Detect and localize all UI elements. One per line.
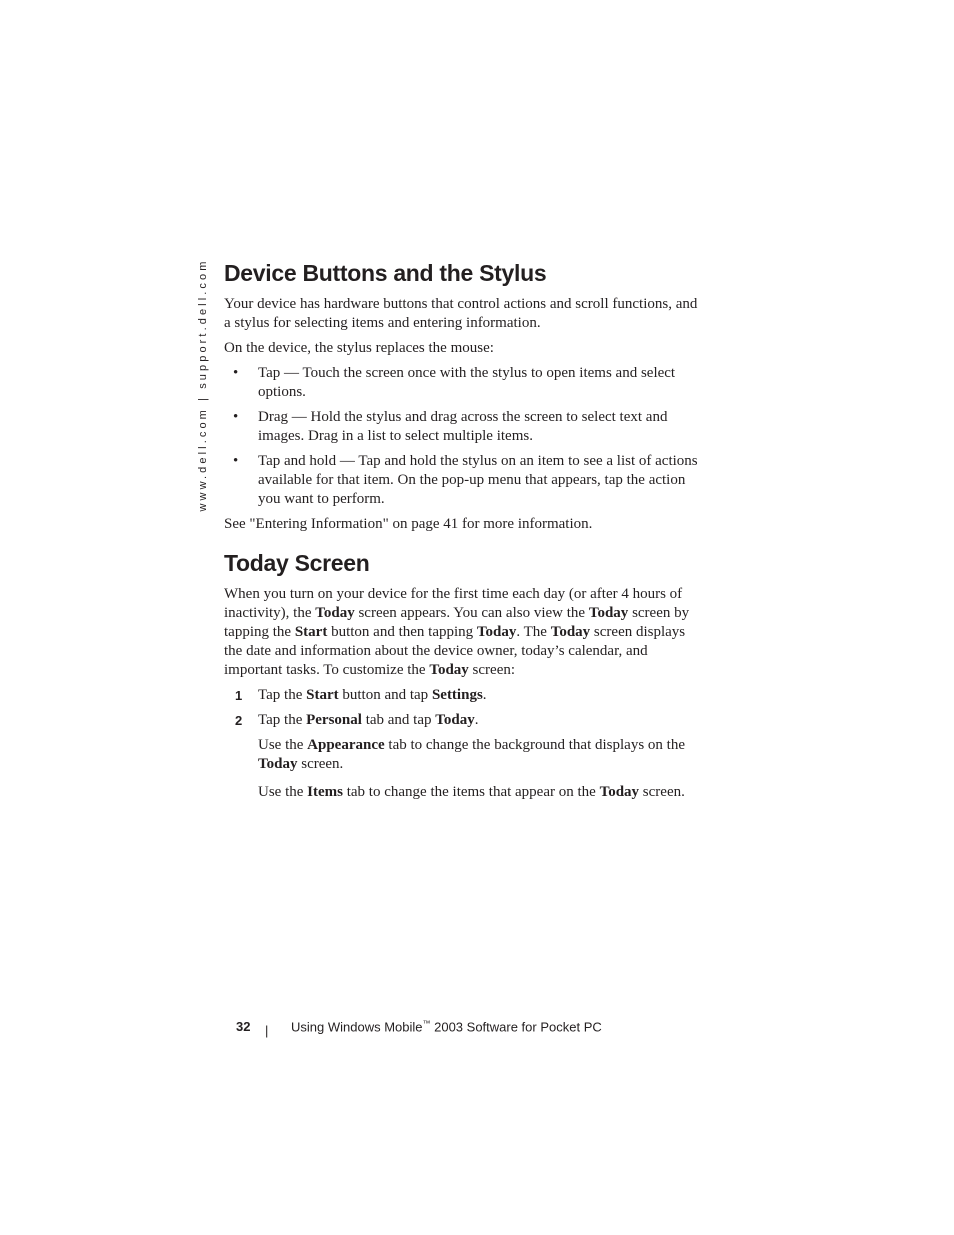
- list-item: [224, 452, 702, 509]
- ui-term: Personal: [306, 712, 362, 728]
- footer-title-b: 2003 Software for Pocket PC: [430, 1019, 602, 1035]
- text-run: tab and tap: [361, 712, 436, 728]
- ui-term: Today: [429, 662, 469, 678]
- text-run: screen.: [639, 784, 685, 800]
- text-run: Tap the: [258, 687, 307, 703]
- section-heading-device-buttons: Device Buttons and the Stylus: [224, 260, 547, 286]
- text-run: Tap the: [258, 712, 307, 728]
- text-run: screen.: [297, 756, 344, 772]
- footer-title: [291, 1019, 602, 1034]
- page-number: 32: [236, 1019, 251, 1034]
- bullet-text: Tap — Touch the screen once with the stylus to open items and select options.: [258, 365, 676, 400]
- ui-term: Start: [306, 687, 339, 703]
- ui-term: Settings: [431, 687, 483, 703]
- ui-term: Today: [315, 605, 355, 621]
- ui-term: Today: [435, 712, 475, 728]
- bullet-text: Drag — Hold the stylus and drag across the screen to select text and images. Drag in a list to select multiple items.: [258, 409, 668, 444]
- text-run: . The: [516, 624, 551, 640]
- ui-term: Today: [588, 605, 629, 621]
- text-run: tab to change the background that displays on the: [384, 737, 685, 753]
- footer-title-a: Using Windows Mobile: [291, 1019, 423, 1035]
- step-item: [224, 686, 702, 705]
- text-run: button and then tapping: [327, 624, 477, 640]
- step-number: 2: [235, 713, 243, 728]
- text-run: .: [474, 712, 479, 728]
- lead-paragraph: On the device, the stylus replaces the mouse:: [224, 340, 494, 356]
- text-run: screen:: [468, 662, 516, 678]
- ui-term: Items: [307, 784, 343, 800]
- text-run: screen appears. You can also view the: [354, 605, 589, 621]
- text-run: screen displays the date and information about the device owner, today’s calendar, and important tasks. To customize the: [224, 624, 686, 678]
- text-run: tab to change the items that appear on the: [342, 784, 600, 800]
- list-item: [224, 408, 702, 446]
- trademark-mark: ™: [422, 1019, 431, 1028]
- text-run: screen by tapping the: [224, 605, 690, 640]
- step-number: 1: [235, 688, 243, 703]
- see-also-paragraph: See "Entering Information" on page 41 for more information.: [224, 516, 593, 532]
- text-run: When you turn on your device for the first time each day (or after 4 hours of inactivity), the: [224, 586, 683, 621]
- intro-paragraph: Your device has hardware buttons that control actions and scroll functions, and a stylus for selecting items and entering information.: [224, 296, 698, 331]
- ui-term: Today: [599, 784, 640, 800]
- bullet-marker: •: [233, 453, 239, 469]
- ui-term: Start: [294, 624, 328, 640]
- items-note: [224, 783, 702, 802]
- today-paragraph: [224, 585, 702, 680]
- bullet-marker: •: [233, 365, 239, 381]
- ui-term: Appearance: [307, 737, 385, 753]
- appearance-note: [224, 736, 702, 774]
- sidebar-url: [188, 258, 218, 512]
- sidebar-url-text: www.dell.com | support.dell.com: [197, 258, 209, 512]
- text-run: .: [482, 687, 487, 703]
- step-item: [224, 711, 702, 730]
- text-run: button and tap: [338, 687, 432, 703]
- footer-separator: |: [265, 1023, 269, 1038]
- bullet-text: Tap and hold — Tap and hold the stylus on an item to see a list of actions available for that item. On the pop-up menu that appears, tap the action you want to perform.: [258, 453, 698, 507]
- text-run: Use the: [258, 784, 308, 800]
- ui-term: Today: [550, 624, 591, 640]
- page-content: [224, 258, 702, 811]
- text-run: Use the: [258, 737, 308, 753]
- page-footer: [236, 1019, 656, 1041]
- section-heading-today-screen: Today Screen: [224, 550, 370, 576]
- ui-term: Today: [258, 756, 298, 772]
- ui-term: Today: [476, 624, 517, 640]
- list-item: [224, 364, 702, 402]
- bullet-marker: •: [233, 409, 239, 425]
